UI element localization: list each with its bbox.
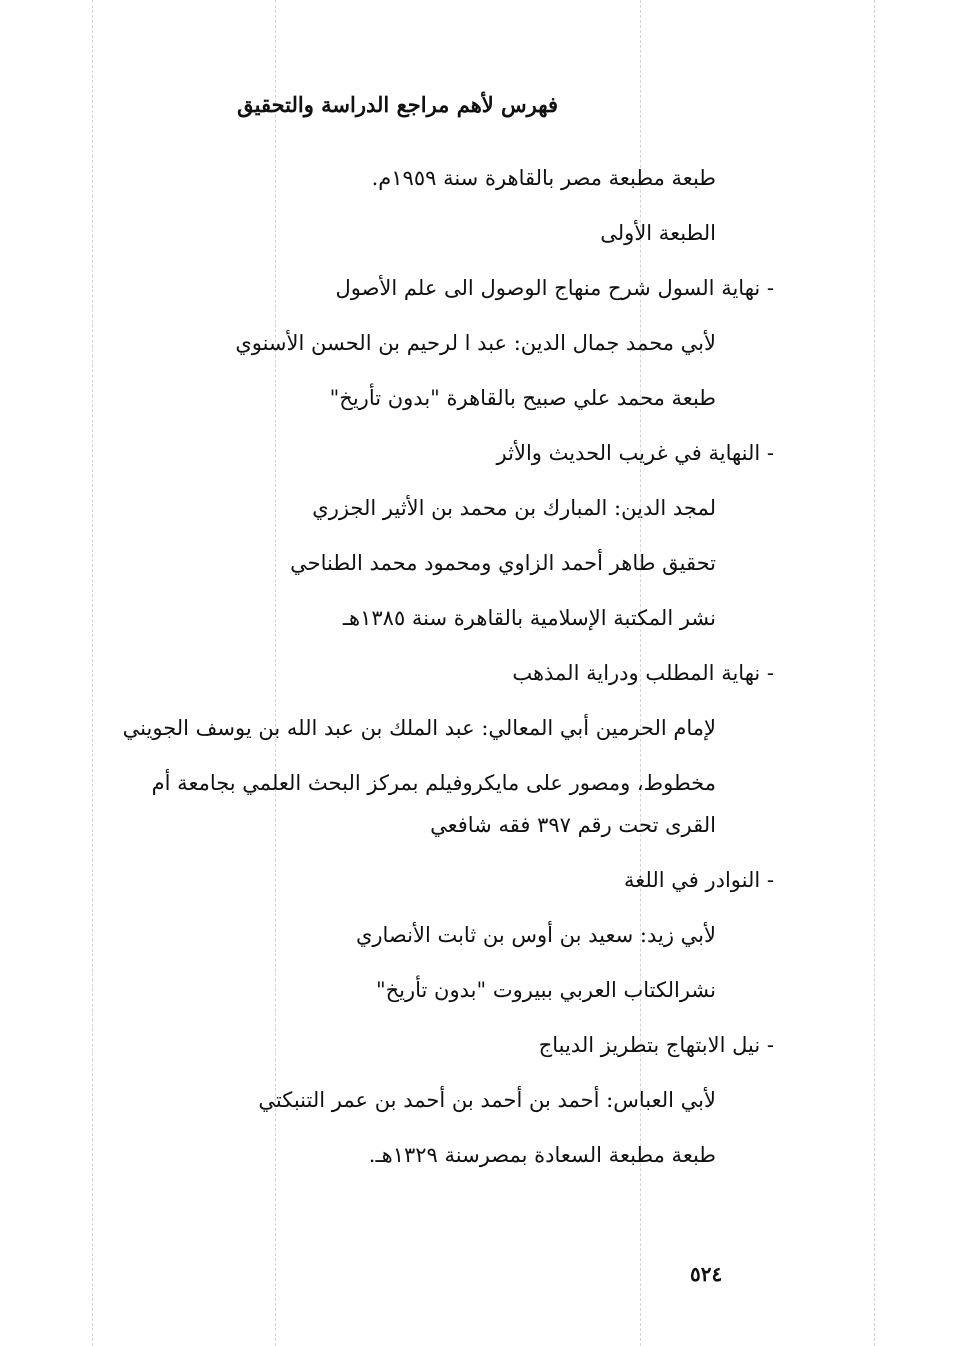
- page-header: فهرس لأهم مراجع الدراسة والتحقيق: [237, 92, 558, 117]
- reference-line: لأبي محمد جمال الدين: عبد ا لرحيم بن الحسن الأسنوي: [235, 331, 716, 355]
- page-number: ٥٢٤: [690, 1262, 723, 1286]
- reference-line: تحقيق طاهر أحمد الزاوي ومحمود محمد الطناحي: [290, 551, 716, 575]
- reference-line: طبعة محمد علي صبيح بالقاهرة "بدون تأريخ": [329, 386, 716, 410]
- reference-line: نشر المكتبة الإسلامية بالقاهرة سنة ١٣٨٥هـ: [342, 606, 716, 630]
- scan-artifact-line: [275, 0, 276, 1346]
- reference-line: لأبي العباس: أحمد بن أحمد بن أحمد بن عمر التنبكتي: [258, 1088, 716, 1112]
- reference-line: الطبعة الأولى: [600, 221, 716, 245]
- reference-line: لأبي زيد: سعيد بن أوس بن ثابت الأنصاري: [355, 923, 716, 947]
- reference-title: - النوادر في اللغة: [624, 868, 774, 892]
- reference-line: القرى تحت رقم ٣٩٧ فقه شافعي: [430, 813, 716, 837]
- reference-line: لإمام الحرمين أبي المعالي: عبد الملك بن عبد الله بن يوسف الجويني: [122, 716, 716, 740]
- scan-artifact-line: [874, 0, 875, 1346]
- reference-line: مخطوط، ومصور على مايكروفيلم بمركز البحث العلمي بجامعة أم: [151, 771, 716, 795]
- reference-line: طبعة مطبعة السعادة بمصرسنة ١٣٢٩هـ.: [368, 1143, 716, 1167]
- reference-title: - نهاية السول شرح منهاج الوصول الى علم الأصول: [335, 276, 774, 300]
- scan-artifact-line: [92, 0, 93, 1346]
- reference-title: - نيل الابتهاج بتطريز الديباج: [538, 1033, 774, 1057]
- reference-line: لمجد الدين: المبارك بن محمد بن الأثير الجزري: [312, 496, 716, 520]
- reference-line: طبعة مطبعة مصر بالقاهرة سنة ١٩٥٩م.: [371, 166, 716, 190]
- reference-line: نشرالكتاب العربي ببيروت "بدون تأريخ": [375, 978, 716, 1002]
- reference-title: - نهاية المطلب ودراية المذهب: [512, 661, 774, 685]
- reference-title: - النهاية في غريب الحديث والأثر: [496, 441, 774, 465]
